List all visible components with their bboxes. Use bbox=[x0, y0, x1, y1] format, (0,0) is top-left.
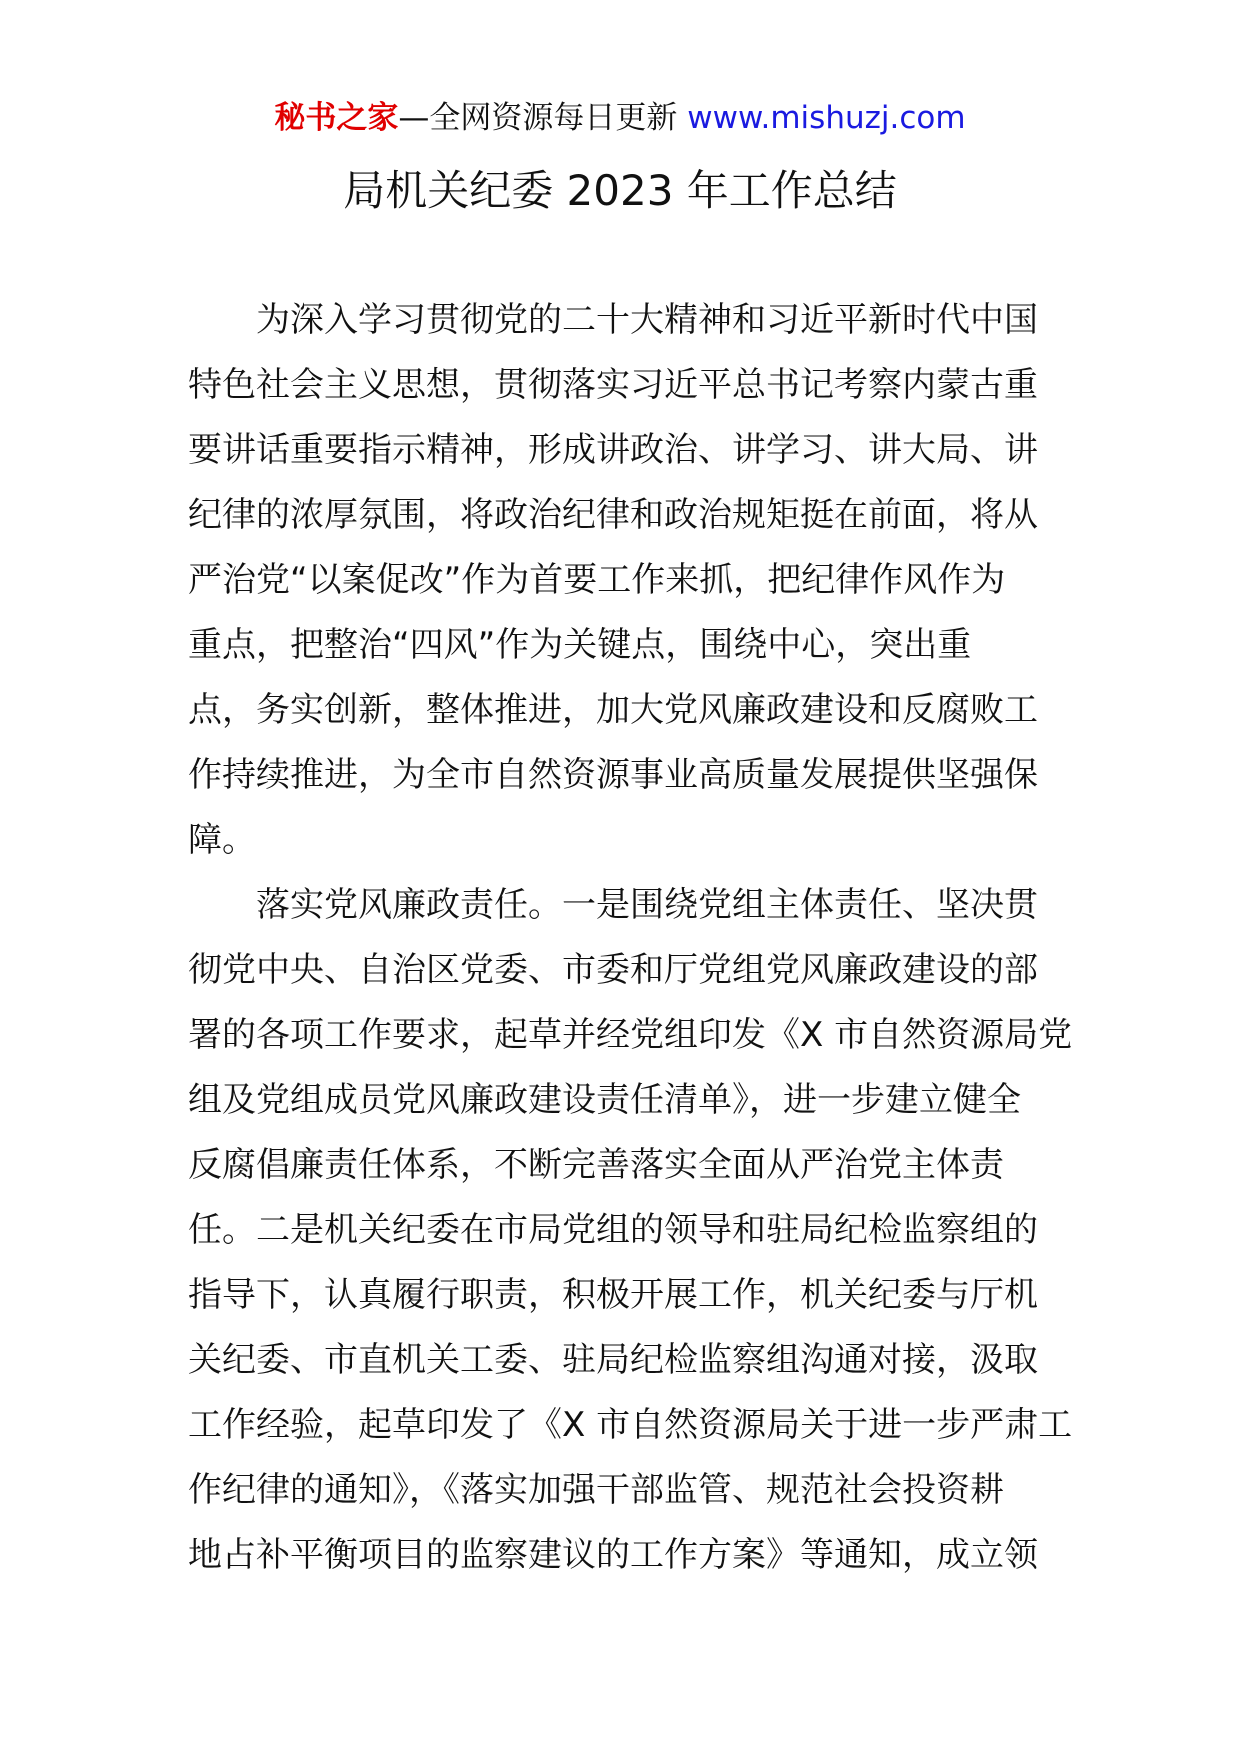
text-line: 作纪律的通知》，《落实加强干部监管、规范社会投资耕 bbox=[188, 1470, 1004, 1510]
text-line: 为深入学习贯彻党的二十大精神和习近平新时代中国 bbox=[256, 300, 1038, 340]
text-line: 要讲话重要指示精神，形成讲政治、讲学习、讲大局、讲 bbox=[188, 430, 1038, 470]
text-line: 组及党组成员党风廉政建设责任清单》，进一步建立健全 bbox=[188, 1080, 1021, 1120]
text-line: 指导下，认真履行职责，积极开展工作，机关纪委与厅机 bbox=[188, 1275, 1038, 1315]
site-url-link[interactable]: www.mishuzj.com bbox=[687, 100, 966, 136]
paragraph-responsibility bbox=[188, 873, 1073, 1588]
header-tagline: —全网资源每日更新 bbox=[398, 100, 678, 136]
text-line: 反腐倡廉责任体系，不断完善落实全面从严治党主体责 bbox=[188, 1145, 1004, 1185]
text-line: 重点，把整治“四风”作为关键点，围绕中心，突出重 bbox=[188, 625, 972, 665]
text-line: 纪律的浓厚氛围，将政治纪律和政治规矩挺在前面，将从 bbox=[188, 495, 1038, 535]
site-header bbox=[0, 98, 1240, 138]
document-title: 局机关纪委 2023 年工作总结 bbox=[343, 166, 897, 215]
text-line: 特色社会主义思想，贯彻落实习近平总书记考察内蒙古重 bbox=[188, 365, 1038, 405]
text-line: 任。二是机关纪委在市局党组的领导和驻局纪检监察组的 bbox=[188, 1210, 1038, 1250]
brand-name: 秘书之家 bbox=[274, 100, 399, 136]
text-line: 彻党中央、自治区党委、市委和厅党组党风廉政建设的部 bbox=[188, 950, 1038, 990]
text-line: 落实党风廉政责任。一是围绕党组主体责任、坚决贯 bbox=[256, 885, 1038, 925]
text-line: 地占补平衡项目的监察建议的工作方案》等通知，成立领 bbox=[188, 1535, 1038, 1575]
text-line: 工作经验，起草印发了《X 市自然资源局关于进一步严肃工 bbox=[188, 1405, 1073, 1445]
text-line: 署的各项工作要求，起草并经党组印发《X 市自然资源局党 bbox=[188, 1015, 1073, 1055]
document-body bbox=[188, 288, 1073, 1588]
text-line: 障。 bbox=[188, 820, 256, 860]
text-line: 作持续推进，为全市自然资源事业高质量发展提供坚强保 bbox=[188, 755, 1038, 795]
paragraph-intro bbox=[188, 288, 1058, 873]
text-line: 关纪委、市直机关工委、驻局纪检监察组沟通对接，汲取 bbox=[188, 1340, 1038, 1380]
text-line: 严治党“以案促改”作为首要工作来抓，把纪律作风作为 bbox=[188, 560, 1006, 600]
text-line: 点，务实创新，整体推进，加大党风廉政建设和反腐败工 bbox=[188, 690, 1038, 730]
